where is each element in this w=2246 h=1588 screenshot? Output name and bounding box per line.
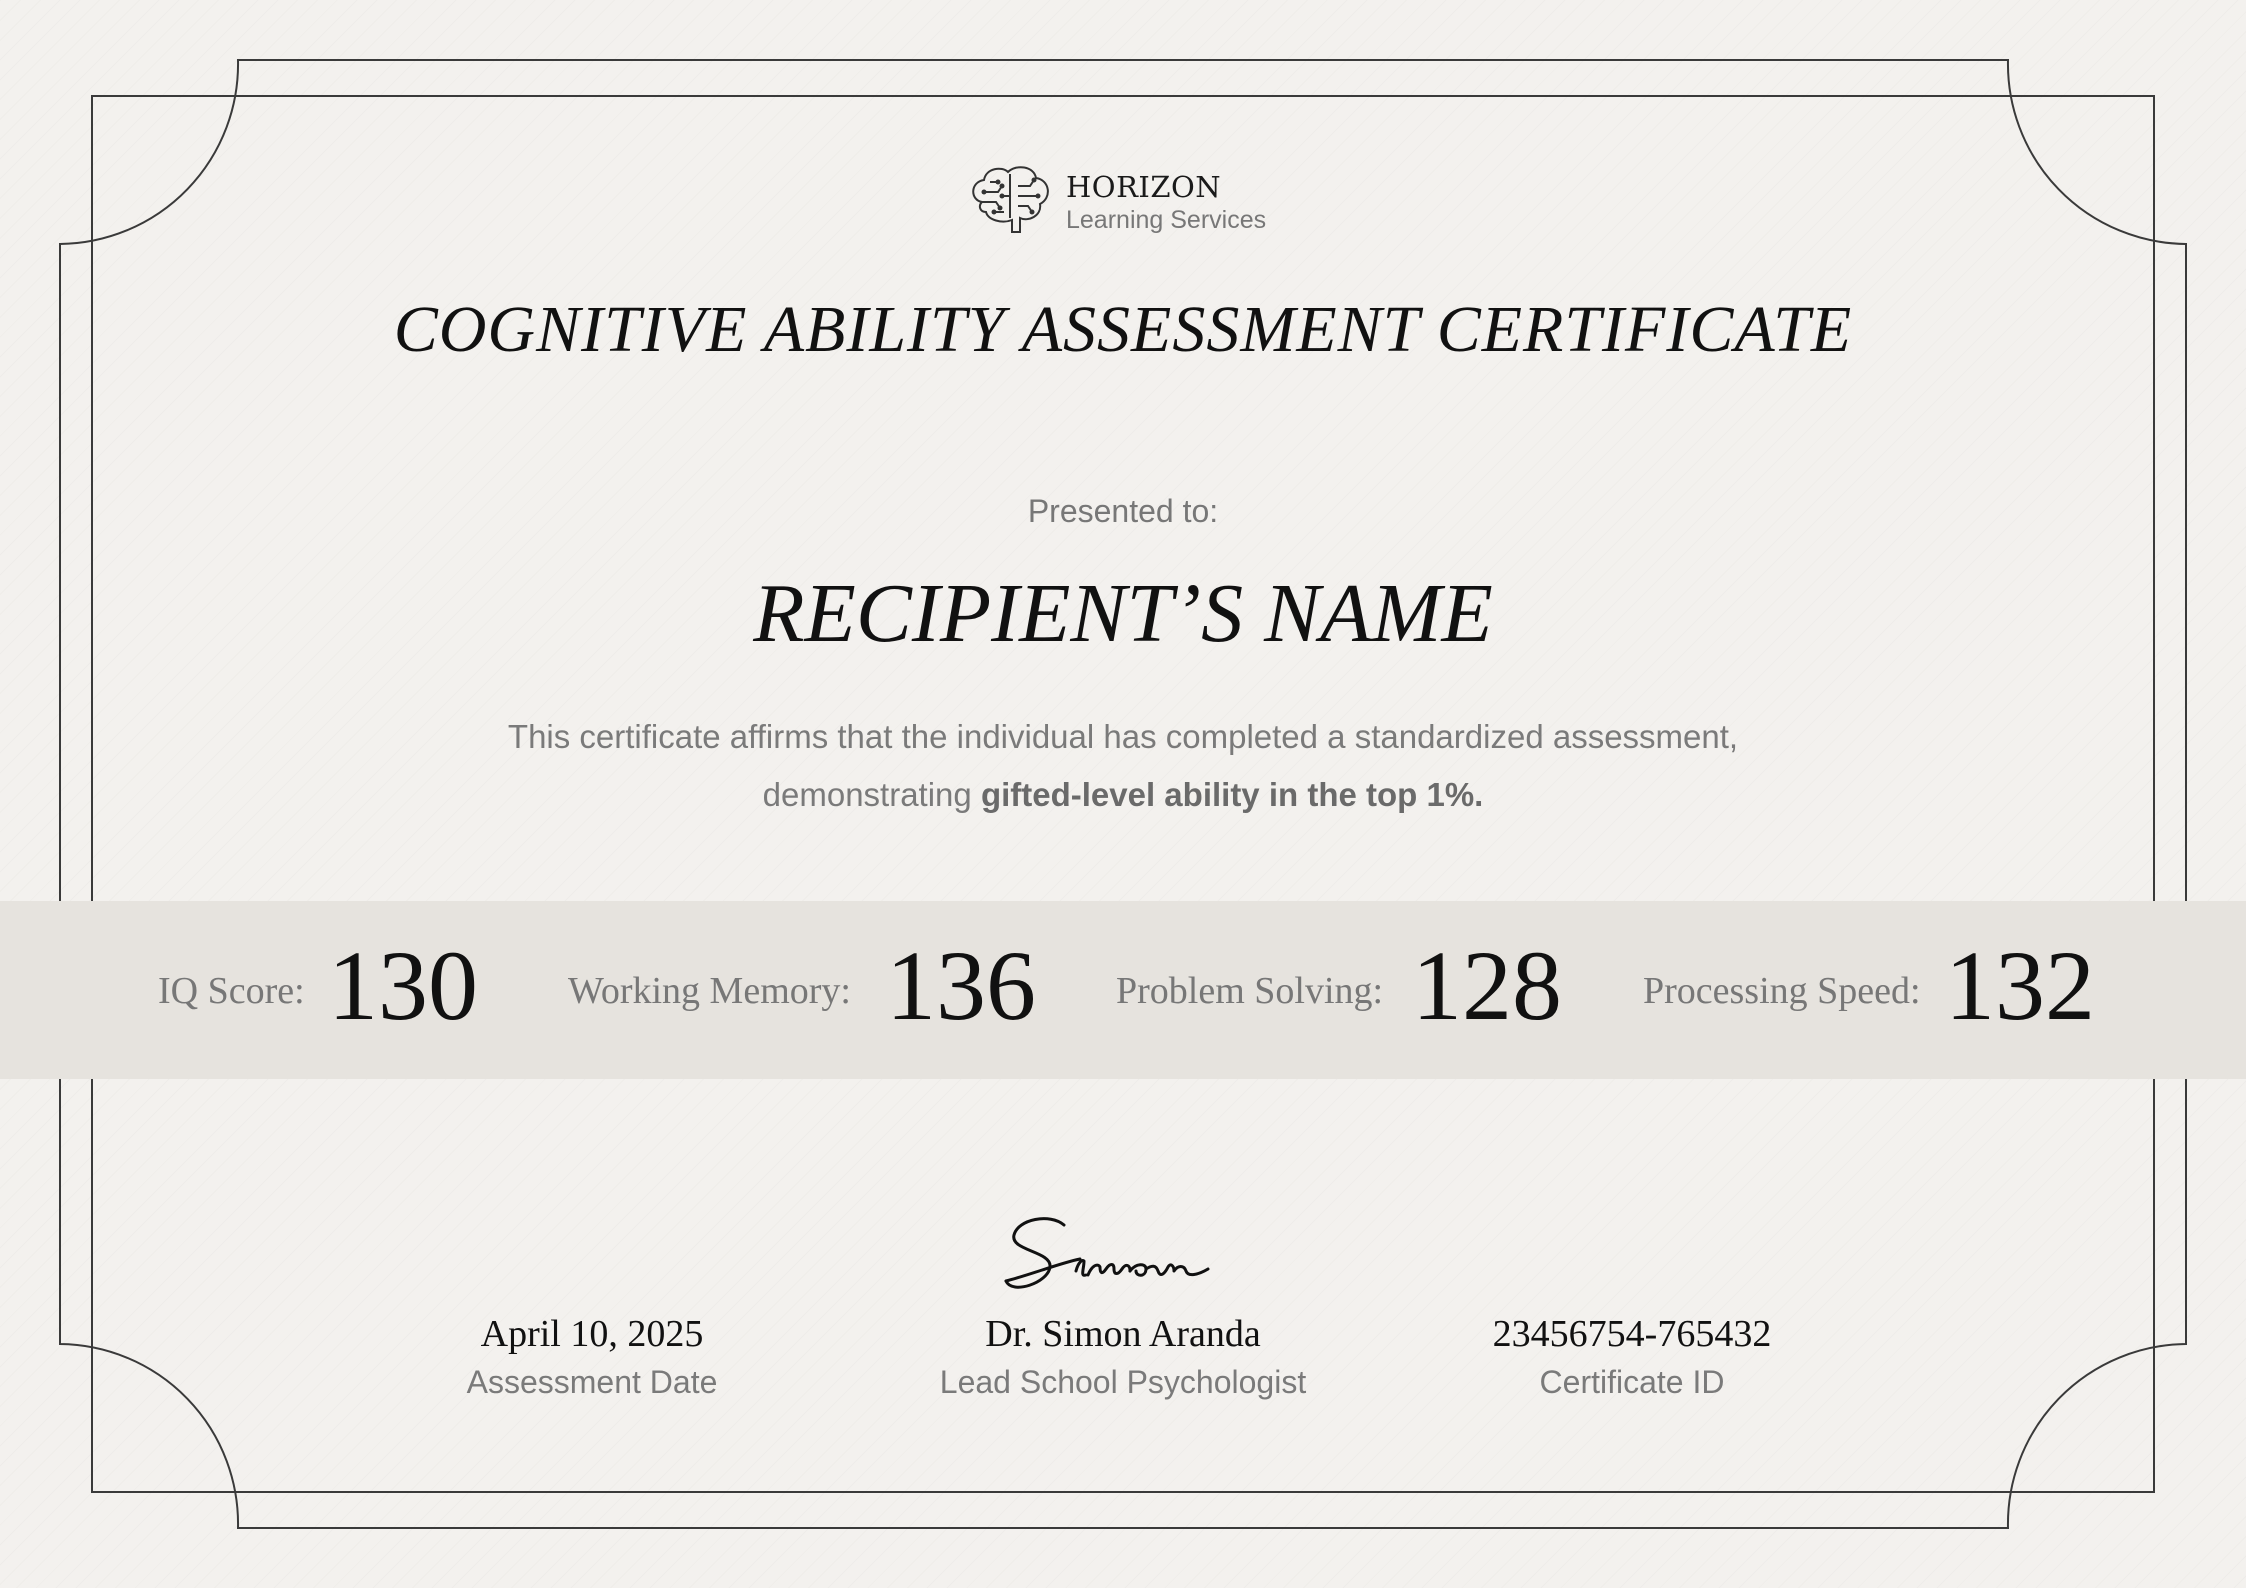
score-value: 130: [328, 930, 478, 1041]
description-highlight: gifted-level ability in the top 1%.: [980, 776, 1484, 813]
brand-logo: [968, 160, 1288, 240]
description-line-2: [0, 766, 2246, 824]
score-value: 136: [886, 930, 1036, 1041]
recipient-name: RECIPIENT’S NAME: [753, 567, 1493, 660]
certificate-id-block: [1372, 1312, 1892, 1401]
signatory-block: [863, 1312, 1383, 1401]
brain-circuit-icon: [968, 162, 1052, 236]
certificate-description: [0, 708, 2246, 824]
score-label: Processing Speed:: [1643, 970, 1921, 1012]
brand-subtitle: Learning Services: [1066, 206, 1267, 234]
description-line-1: This certificate affirms that the individual has completed a standardized assessment,: [507, 718, 1739, 755]
assessment-date-block: [332, 1312, 852, 1401]
signatory-title: Lead School Psychologist: [939, 1364, 1307, 1400]
presented-to-label: Presented to:: [1027, 493, 1219, 529]
assessment-date-caption: Assessment Date: [466, 1364, 718, 1400]
certificate-id-caption: Certificate ID: [1539, 1364, 1725, 1400]
signatory-name: Dr. Simon Aranda: [985, 1313, 1261, 1355]
brand-name: HORIZON: [1066, 170, 1222, 204]
description-prefix: demonstrating: [762, 776, 981, 813]
certificate-id: 23456754-765432: [1492, 1313, 1772, 1355]
score-label: Problem Solving:: [1116, 970, 1384, 1012]
score-label: IQ Score:: [158, 970, 305, 1012]
signature-image: [990, 1205, 1260, 1305]
score-label: Working Memory:: [568, 970, 851, 1012]
score-value: 128: [1412, 930, 1562, 1041]
scores-band: [0, 901, 2246, 1079]
assessment-date: April 10, 2025: [480, 1313, 704, 1355]
score-value: 132: [1945, 930, 2095, 1041]
certificate-title: COGNITIVE ABILITY ASSESSMENT CERTIFICATE: [393, 293, 1853, 366]
